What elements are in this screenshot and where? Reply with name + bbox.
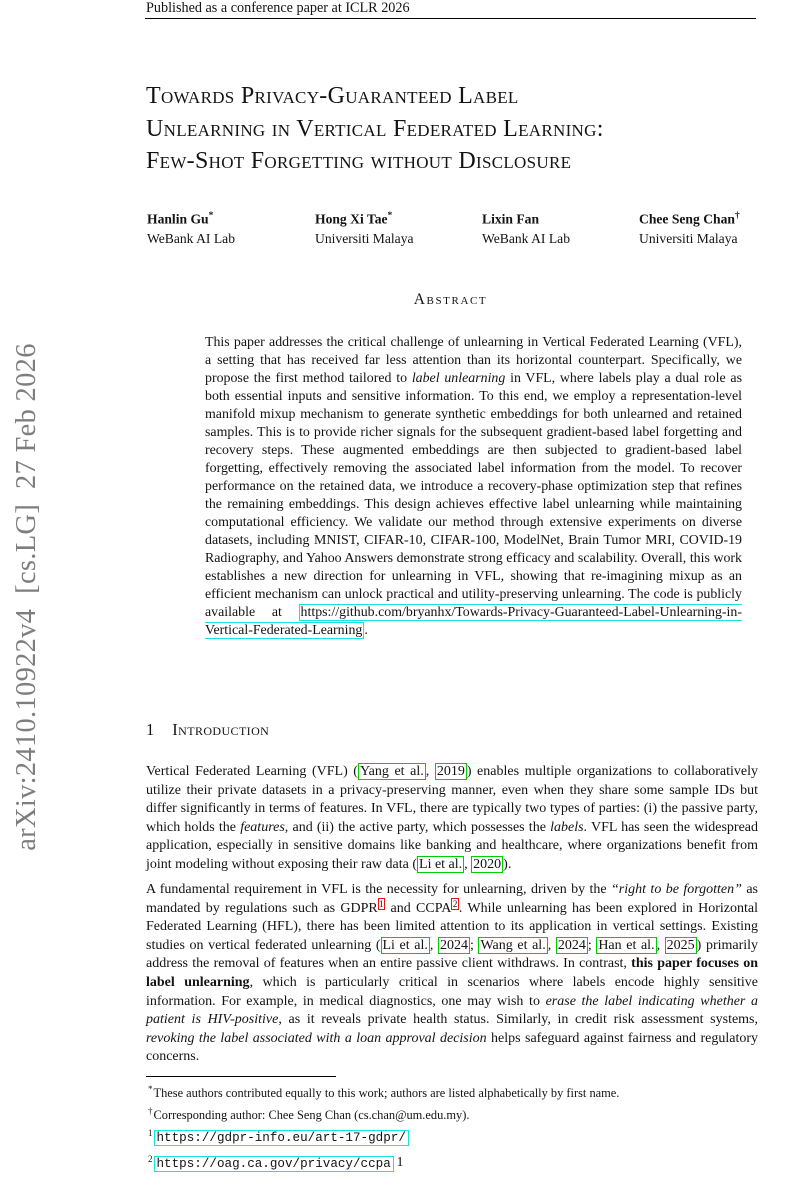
arxiv-watermark: arXiv:2410.10922v4 [cs.LG] 27 Feb 2026 (11, 343, 42, 851)
footnote-ref-link[interactable]: 1 (379, 898, 384, 909)
author-2 (315, 208, 482, 247)
italic-text: features (240, 819, 285, 835)
section-heading-introduction (146, 720, 269, 740)
footnote-marker: 2 (148, 1153, 153, 1164)
text-run: ) primarily address the removal of features when an entire passive client withdraws. In contrast, (146, 937, 759, 972)
text-run: , (547, 937, 556, 953)
text-run: and CCPA (385, 900, 452, 916)
abstract-text (205, 334, 742, 640)
text-run: ). (503, 856, 512, 872)
text-run: ) enables multiple organizations to collaboratively utilize their private datasets in a privacy-preserving manner, even when they share some sample IDs but differ significantly in terms of features. In VFL, there are typically two types of parties: (i) the passive party, which holds the (146, 764, 759, 835)
url-link[interactable]: https://gdpr-info.eu/art-17-gdpr/ (154, 1130, 409, 1146)
intro-paragraph-1 (146, 763, 758, 875)
text-run: , (429, 937, 438, 953)
author-block (147, 208, 759, 247)
footnote-marker: 1 (148, 1128, 153, 1139)
paper-title (146, 80, 604, 178)
footnote-text (154, 1108, 470, 1122)
author-3 (482, 208, 639, 247)
text-run: , which is particularly critical in scenarios where labels encode highly sensitive information. For example, in medical diagnostics, one may wish to (146, 974, 758, 1009)
text-run: ; (587, 937, 597, 953)
author-marker: † (734, 211, 740, 221)
footnote-text (154, 1086, 620, 1100)
text-run: , (425, 764, 435, 779)
text-run: Vertical Federated Learning (VFL) ( (146, 764, 358, 779)
author-affiliation: WeBank AI Lab (482, 230, 570, 246)
text-run: as mandated by regulations such as GDPR (146, 882, 758, 916)
italic-text: revoking the label associated with a loan approval decision (146, 1030, 487, 1046)
footnote-equal-contribution (148, 1081, 760, 1102)
text-run: These authors contributed equally to this work; authors are listed alphabetically by first name. (153, 1086, 620, 1101)
text-run: , as it reveals private health status. Similarly, in credit risk assessment systems, (278, 1012, 759, 1028)
author-affiliation: Universiti Malaya (639, 230, 738, 246)
italic-text: labels (550, 819, 584, 835)
text-run: , and (ii) the active party, which possesses the (284, 819, 551, 835)
footnote-corresponding-author (148, 1103, 760, 1124)
text-run: ; (469, 937, 479, 953)
section-number: 1 (146, 720, 155, 739)
italic-text: erase the label indicating whether a patient is HIV-positive (146, 993, 758, 1028)
italic-text: label unlearning (411, 371, 506, 386)
intro-paragraph-2 (146, 881, 758, 1067)
author-1 (147, 208, 315, 247)
author-name (147, 208, 315, 228)
title-line-1: Towards Privacy-Guaranteed Label (146, 83, 519, 109)
title-line-3: Few-Shot Forgetting without Disclosure (146, 148, 572, 174)
text-run: in VFL, where labels play a dual role as both essential inputs and sensitive information. To this end, we employ a representation-level manifold mixup mechanism to generate synthetic embeddings for both unlearned and retained samples. This is to provide richer signals for the subsequent gradient-based label forgetting and recovery steps. These augmented embeddings are then subjected to gradient-based label forgetting, effectively removing the associated label information from the model. To recover performance on the retained data, we introduce a recovery-phase optimization step that refines the remaining embeddings. This design achieves effective label unlearning while maintaining computational efficiency. We validate our method through extensive experiments on diverse datasets, including MNIST, CIFAR-10, CIFAR-100, ModelNet, Brain Tumor MRI, COVID-19 Radiography, and Yahoo Answers demonstrate strong efficacy and scalability. Overall, this work establishes a new direction for unlearning in VFL, showing that re-imagining mixup as an efficient mechanism can unlock practical and utility-preserving unlearning. The code is publicly available at (205, 371, 742, 620)
author-name-text: Chee Seng Chan (639, 211, 735, 227)
footnote-text (154, 1130, 409, 1144)
text-run: , (656, 937, 665, 953)
citation-link[interactable]: 2025 (666, 937, 695, 953)
page-number: 1 (396, 1155, 404, 1170)
title-line-2: Unlearning in Vertical Federated Learning: (146, 115, 604, 142)
author-marker: * (208, 211, 214, 221)
footnote-ref-link[interactable]: 2 (452, 898, 458, 909)
author-marker: * (387, 211, 393, 221)
author-4 (639, 208, 759, 247)
text-run: helps safeguard against fairness and regulatory concerns. (146, 1030, 759, 1065)
citation-link[interactable]: Li et al. (382, 937, 428, 953)
footnote-marker: * (148, 1084, 153, 1094)
running-header: Published as a conference paper at ICLR 2026 (146, 0, 410, 16)
author-name (315, 208, 482, 228)
text-run: , (464, 856, 472, 872)
author-name-text: Lixin Fan (482, 211, 540, 227)
citation-link[interactable]: 2020 (473, 856, 502, 872)
text-run: . While unlearning has been explored in Horizontal Federated Learning (HFL), there has been limited attention to its application in vertical settings. Existing studies on vertical federated unlearning ( (146, 900, 758, 953)
footnote-rule (146, 1076, 336, 1077)
text-run: . VFL has seen the widespread application, especially in sensitive domains like banking and healthcare, where organizations benefit from joint modeling without exposing their raw data ( (146, 819, 759, 872)
author-name-text: Hanlin Gu (147, 211, 209, 227)
citation-link[interactable]: Li et al. (419, 856, 463, 872)
author-affiliation: Universiti Malaya (315, 230, 414, 246)
citation-link[interactable]: 2024 (557, 937, 586, 953)
text-run: This paper addresses the critical challenge of unlearning in Vertical Federated Learning (VFL), a setting that has received far less attention than its horizontal counterpart. Specifically, we propose the first method tailored to (205, 335, 742, 386)
citation-link[interactable]: Han et al. (598, 937, 655, 953)
abstract-heading: Abstract (413, 291, 488, 308)
footnote-marker: † (148, 1105, 153, 1116)
italic-text: “right to be forgotten” (611, 882, 742, 897)
author-affiliation: WeBank AI Lab (147, 230, 235, 246)
author-name (639, 208, 759, 228)
header-rule (145, 18, 756, 19)
url-link[interactable]: https://oag.ca.gov/privacy/ccpa (154, 1156, 394, 1172)
citation-link[interactable]: Wang et al. (480, 937, 546, 953)
citation-link[interactable]: 2019 (436, 764, 465, 779)
text-run: . (364, 623, 368, 638)
text-run: Corresponding author: Chee Seng Chan (cs.chan@um.edu.my). (153, 1107, 470, 1122)
citation-link[interactable]: 2024 (439, 937, 468, 953)
text-run: A fundamental requirement in VFL is the necessity for unlearning, driven by the (146, 882, 612, 897)
citation-link[interactable]: Yang et al. (359, 764, 424, 779)
author-name-text: Hong Xi Tae (315, 211, 388, 227)
footnote-gdpr-url (148, 1124, 760, 1149)
url-link[interactable]: https://github.com/bryanhx/Towards-Privacy-Guaranteed-Label-Unlearning-in-Vertical-Federated-Learning (205, 605, 742, 638)
section-title: Introduction (172, 720, 270, 739)
bold-text: this paper focuses on label unlearning (146, 956, 759, 990)
arxiv-sidebar (0, 0, 60, 1200)
author-name (482, 208, 639, 228)
